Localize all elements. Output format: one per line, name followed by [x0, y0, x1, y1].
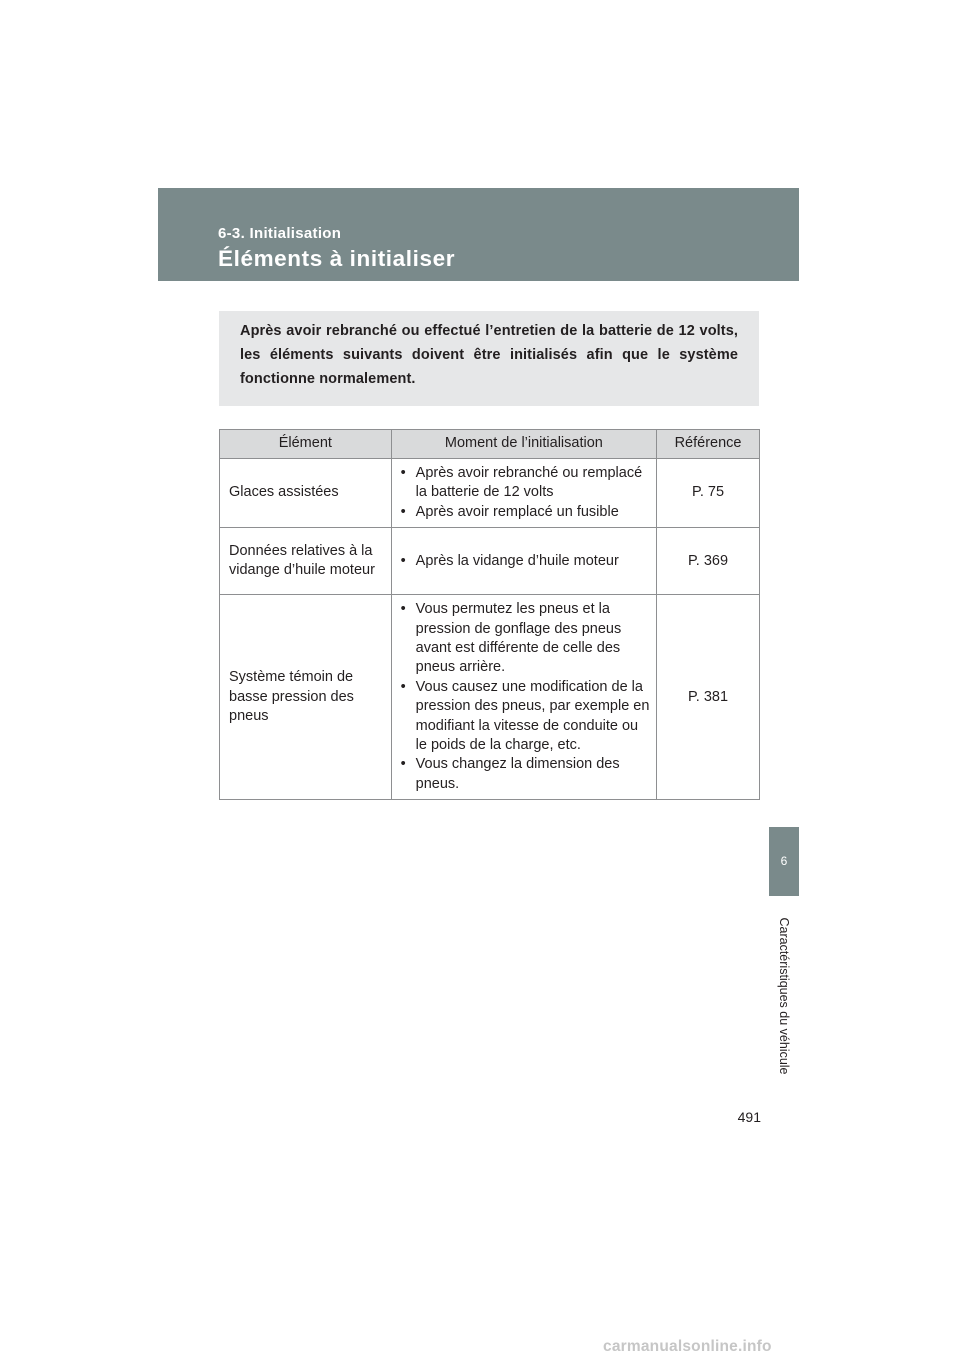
- page-title: Éléments à initialiser: [218, 246, 456, 271]
- section-label: 6-3. Initialisation: [218, 225, 342, 242]
- list-item: • Après la vidange d’huile moteur: [401, 552, 650, 571]
- column-header-moment: Moment de l’initialisation: [391, 430, 656, 459]
- chapter-tab: [769, 827, 799, 896]
- row-element: Glaces assistées: [220, 459, 392, 528]
- list-item: • Après avoir remplacé un fusible: [401, 503, 650, 522]
- row-moment: [391, 595, 656, 800]
- row-element: Système témoin de basse pression des pneus: [220, 595, 392, 800]
- chapter-number: 6: [780, 854, 788, 868]
- row-reference: P. 369: [657, 528, 760, 595]
- column-header-reference: Référence: [657, 430, 760, 459]
- table-row: [220, 528, 760, 595]
- page-number: 491: [737, 1109, 761, 1125]
- list-item: • Vous causez une modification de la pression des pneus, par exemple en modifiant la vitesse de conduite ou le poids de la charge, etc.: [401, 678, 650, 756]
- moment-list: [401, 600, 650, 794]
- row-moment: [391, 459, 656, 528]
- list-item: • Après avoir rebranché ou remplacé la batterie de 12 volts: [401, 464, 650, 503]
- chapter-caption: Caractéristiques du véhicule: [777, 917, 791, 1075]
- watermark: carmanualsonline.info: [603, 1338, 772, 1355]
- moment-list: [401, 464, 650, 522]
- list-item: • Vous permutez les pneus et la pression de gonflage des pneus avant est différente de celle des pneus arrière.: [401, 600, 650, 678]
- column-header-element: Élément: [220, 430, 392, 459]
- row-element: Données relatives à la vidange d’huile moteur: [220, 528, 392, 595]
- initialization-table: [219, 429, 760, 800]
- row-moment: [391, 528, 656, 595]
- intro-text: Après avoir rebranché ou effectué l’entretien de la batterie de 12 volts, les éléments suivants doivent être initialisés afin que le système fonctionne normalement.: [240, 323, 738, 387]
- table-header-row: [220, 430, 760, 459]
- row-reference: P. 381: [657, 595, 760, 800]
- row-reference: P. 75: [657, 459, 760, 528]
- moment-list: [401, 552, 650, 571]
- intro-box: [219, 311, 759, 406]
- table-row: [220, 595, 760, 800]
- table-row: [220, 459, 760, 528]
- list-item: • Vous changez la dimension des pneus.: [401, 755, 650, 794]
